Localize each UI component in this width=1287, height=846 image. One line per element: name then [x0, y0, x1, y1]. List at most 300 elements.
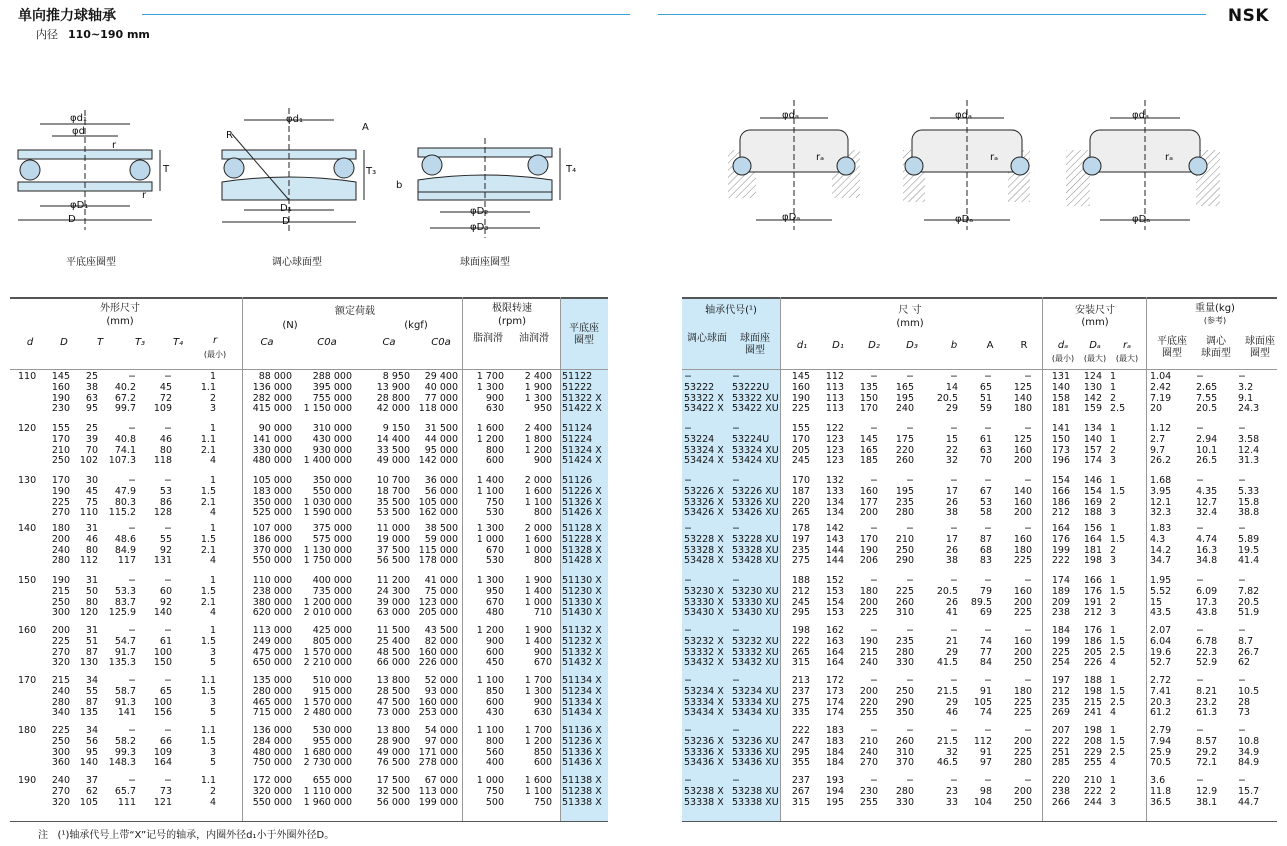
table-cell: 13 900	[376, 381, 410, 393]
table-cell: 51328 X	[562, 544, 602, 556]
table-cell: 189	[1051, 585, 1070, 597]
table-cell: 525 000	[252, 507, 292, 519]
table-cell: −	[684, 675, 692, 686]
table-cell: 53328 X	[684, 544, 724, 556]
table-cell: 200	[859, 596, 878, 608]
table-cell: 2.5	[1110, 646, 1126, 658]
table-cell: −	[1196, 423, 1204, 434]
table-cell: 184	[1051, 625, 1070, 636]
table-cell: 110 000	[252, 575, 292, 586]
table-cell: 480 000	[252, 746, 292, 758]
table-cell: −	[870, 475, 878, 486]
table-cell: 102	[79, 455, 98, 467]
label-b: b	[396, 180, 403, 191]
table-cell: 1 200	[524, 735, 552, 747]
table-cell: 61	[159, 635, 172, 647]
table-cell: 225	[1013, 607, 1032, 619]
table-cell: −	[950, 523, 958, 534]
table-cell: 4	[1110, 707, 1117, 719]
table-cell: −	[1238, 475, 1246, 486]
table-cell: 140	[153, 607, 172, 619]
table-cell: 198	[791, 625, 810, 636]
table-cell: −	[684, 523, 692, 534]
table-cell: 251	[1051, 746, 1070, 758]
bore-diameter: 120	[18, 423, 37, 434]
table-cell: 285	[1051, 757, 1070, 769]
table-cell: 51230 X	[562, 585, 602, 597]
table-cell: 74	[979, 635, 992, 647]
table-cell: 1.5	[200, 685, 216, 697]
table-cell: 83	[979, 555, 992, 567]
table-cell: −	[684, 423, 692, 434]
table-cell: −	[984, 675, 992, 686]
table-cell: 199	[1051, 635, 1070, 647]
table-cell: 330 000	[252, 444, 292, 456]
table-cell: 95	[85, 746, 98, 758]
table-cell: 190	[51, 575, 70, 586]
table-cell: 315	[791, 796, 810, 808]
table-cell: 10.8	[1238, 735, 1260, 747]
hdr-rdims-unit: (mm)	[896, 318, 924, 329]
table-cell: 930 000	[312, 444, 352, 456]
table-cell: 53430 X	[684, 607, 724, 619]
table-cell: 530 000	[312, 725, 352, 736]
table-cell: 145	[51, 371, 70, 382]
table-cell: 480	[485, 607, 504, 619]
table-cell: 113 000	[418, 785, 458, 797]
table-cell: 190	[51, 392, 70, 404]
table-cell: 350 000	[252, 496, 292, 508]
table-cell: 21	[945, 635, 958, 647]
table-cell: 135.3	[108, 657, 136, 669]
table-cell: 1.5	[1110, 735, 1126, 747]
table-cell: 21.5	[936, 735, 958, 747]
table-cell: 97	[979, 757, 992, 769]
aligning-diagram	[222, 108, 364, 232]
table-cell: 79	[979, 585, 992, 597]
table-cell: 181	[1083, 544, 1102, 556]
table-cell: 67	[979, 485, 992, 497]
table-cell: 120	[79, 607, 98, 619]
caption-flat-seat: 平底座圈型	[66, 257, 116, 268]
table-cell: 5.89	[1238, 533, 1260, 545]
table-cell: 51136 X	[562, 725, 602, 736]
table-cell: −	[128, 423, 136, 434]
table-cell: 215	[1083, 696, 1102, 708]
table-cell: 2	[1110, 496, 1117, 508]
table-cell: 16.3	[1196, 544, 1218, 556]
table-cell: 154	[1083, 485, 1102, 497]
page-title: 单向推力球轴承	[18, 8, 116, 24]
table-cell: 220	[859, 696, 878, 708]
table-cell: 1 900	[524, 625, 552, 636]
label-D1-b: D₁	[280, 203, 292, 214]
table-cell: 2.5	[1110, 746, 1126, 758]
table-cell: 33	[945, 796, 958, 808]
table-cell: −	[984, 523, 992, 534]
table-cell: 171 000	[418, 746, 458, 758]
flat-seat-diagram	[18, 110, 160, 230]
table-cell: −	[870, 725, 878, 736]
table-cell: 20.3	[1150, 696, 1172, 708]
table-cell: 53222	[684, 381, 715, 393]
table-cell: 1.1	[200, 775, 216, 786]
table-cell: 170	[859, 533, 878, 545]
table-cell: 235	[895, 496, 914, 508]
table-cell: 48.6	[114, 533, 136, 545]
table-cell: 320 000	[252, 785, 292, 797]
label-d1: φd₁	[70, 113, 87, 124]
table-cell: 37	[85, 775, 98, 786]
table-cell: 76 500	[376, 757, 410, 769]
right-vline-1	[780, 297, 781, 821]
table-cell: 280	[51, 696, 70, 708]
table-cell: 2.5	[1110, 403, 1126, 415]
table-cell: 530	[485, 555, 504, 567]
table-cell: 229	[1083, 746, 1102, 758]
table-cell: 56 500	[376, 555, 410, 567]
table-cell: 1	[209, 625, 216, 636]
table-cell: 950	[533, 403, 552, 415]
table-cell: 238 000	[252, 585, 292, 597]
table-cell: −	[870, 775, 878, 786]
table-cell: 1.5	[1110, 685, 1126, 697]
table-cell: −	[1196, 575, 1204, 586]
table-cell: 150	[859, 392, 878, 404]
table-cell: −	[1238, 675, 1246, 686]
table-cell: 107.3	[108, 455, 136, 467]
table-cell: 2	[209, 785, 216, 797]
table-cell: 133	[825, 485, 844, 497]
hdr-ra: rₐ	[1122, 340, 1132, 351]
table-cell: 53434 XU	[732, 707, 779, 719]
table-cell: 75	[85, 496, 98, 508]
table-cell: 1 600	[524, 533, 552, 545]
table-cell: 265	[791, 646, 810, 658]
table-cell: 32 500	[376, 785, 410, 797]
table-cell: 134	[1083, 423, 1102, 434]
table-cell: 241	[1083, 707, 1102, 719]
table-cell: 142 000	[418, 455, 458, 467]
table-cell: 1 150 000	[303, 403, 352, 415]
table-cell: 118 000	[418, 403, 458, 415]
table-cell: 2	[1110, 785, 1117, 797]
label-T: T	[163, 164, 170, 175]
table-cell: 240	[51, 544, 70, 556]
table-cell: 900	[533, 646, 552, 658]
table-cell: 86	[159, 496, 172, 508]
table-cell: 68	[979, 544, 992, 556]
label-Da-1: φDₐ	[782, 212, 801, 223]
table-cell: 53336 XU	[732, 746, 779, 758]
table-cell: −	[732, 675, 740, 686]
table-cell: 112	[79, 555, 98, 567]
bore-value: 110~190 mm	[68, 28, 150, 41]
table-cell: 107 000	[252, 523, 292, 534]
table-cell: 154	[825, 596, 844, 608]
table-cell: 3.58	[1238, 433, 1260, 445]
table-cell: 2	[209, 392, 216, 404]
table-cell: 270	[51, 646, 70, 658]
table-cell: 77	[979, 646, 992, 658]
table-cell: 169	[1083, 496, 1102, 508]
table-cell: 156	[153, 707, 172, 719]
hdr-load-n: (N)	[282, 320, 298, 331]
table-cell: 1.1	[200, 381, 216, 393]
hdr-b: b	[950, 340, 958, 351]
hdr-D3: D₃	[906, 340, 918, 351]
table-cell: 1.5	[1110, 485, 1126, 497]
table-cell: 51236 X	[562, 735, 602, 747]
table-cell: 141	[1051, 423, 1070, 434]
table-cell: 530	[485, 507, 504, 519]
hdr-weight-unit: (参考)	[1203, 316, 1227, 325]
table-cell: 160	[859, 485, 878, 497]
table-cell: 183	[825, 735, 844, 747]
right-vline-2	[1042, 297, 1043, 821]
table-cell: 15	[945, 433, 958, 445]
table-cell: 1.5	[200, 585, 216, 597]
table-cell: 51124	[562, 423, 593, 434]
table-cell: −	[1024, 575, 1032, 586]
table-cell: 2	[1110, 444, 1117, 456]
table-cell: 187	[791, 485, 810, 497]
table-cell: −	[684, 775, 692, 786]
table-cell: 1	[1110, 433, 1117, 445]
table-cell: 117	[117, 555, 136, 567]
table-cell: 1 750 000	[303, 555, 352, 567]
table-cell: 51228 X	[562, 533, 602, 545]
table-cell: 2.72	[1150, 675, 1172, 686]
table-cell: 150	[153, 657, 172, 669]
table-cell: 34.7	[1150, 555, 1172, 567]
table-cell: 155	[791, 423, 810, 434]
table-cell: 125	[1013, 433, 1032, 445]
table-cell: 238	[1051, 785, 1070, 797]
table-cell: 53230 X	[684, 585, 724, 597]
table-cell: 163	[825, 635, 844, 647]
hdr-flat2: 圈型	[574, 335, 594, 346]
hdr-oil: 油润滑	[519, 333, 549, 344]
table-cell: 26.5	[1196, 455, 1218, 467]
table-cell: 100	[153, 696, 172, 708]
table-cell: 46.5	[936, 757, 958, 769]
table-cell: 53228 X	[684, 533, 724, 545]
table-cell: −	[684, 725, 692, 736]
table-cell: 98	[979, 785, 992, 797]
table-cell: 1 130 000	[303, 544, 352, 556]
label-D1: φD₁	[70, 200, 89, 211]
table-cell: 1.04	[1150, 371, 1172, 382]
table-cell: 1.5	[200, 533, 216, 545]
table-cell: −	[164, 475, 172, 486]
table-cell: 164	[825, 657, 844, 669]
hdr-dims: 外形尺寸	[100, 303, 140, 314]
table-cell: −	[164, 371, 172, 382]
table-cell: 330	[895, 657, 914, 669]
table-cell: 63	[979, 444, 992, 456]
table-cell: −	[1238, 371, 1246, 382]
table-cell: 1	[1110, 423, 1117, 434]
table-cell: 1 680 000	[303, 746, 352, 758]
table-cell: 170	[791, 433, 810, 445]
table-cell: 245	[791, 596, 810, 608]
table-cell: 53328 XU	[732, 544, 779, 556]
table-cell: 160	[1013, 635, 1032, 647]
table-cell: 1 100	[476, 485, 504, 497]
table-cell: 128	[153, 507, 172, 519]
table-cell: 195	[825, 796, 844, 808]
table-cell: 9 150	[382, 423, 410, 434]
table-cell: 164	[1051, 523, 1070, 534]
table-cell: −	[984, 725, 992, 736]
table-cell: 210	[895, 533, 914, 545]
table-cell: 44 000	[424, 433, 458, 445]
table-cell: −	[906, 725, 914, 736]
table-cell: 2	[1110, 392, 1117, 404]
table-cell: 53330 X	[684, 596, 724, 608]
table-cell: −	[128, 475, 136, 486]
table-cell: 207	[1051, 725, 1070, 736]
table-cell: 150	[1051, 433, 1070, 445]
bore-diameter: 180	[18, 725, 37, 736]
table-cell: 5.52	[1150, 585, 1172, 597]
table-cell: 1 100	[524, 785, 552, 797]
table-cell: 210	[51, 444, 70, 456]
brand-logo: NSK	[1227, 6, 1269, 26]
table-cell: 1	[1110, 675, 1117, 686]
table-cell: 284 000	[252, 735, 292, 747]
table-cell: 82 000	[424, 635, 458, 647]
table-cell: 38	[945, 555, 958, 567]
table-cell: 53424 XU	[732, 455, 779, 467]
table-cell: 31 500	[424, 423, 458, 434]
hdr-T3: T₃	[134, 337, 146, 348]
table-cell: 11 000	[376, 523, 410, 534]
table-cell: 135	[79, 707, 98, 719]
hdr-Da: Dₐ	[1089, 340, 1101, 351]
table-cell: 10.1	[1196, 444, 1218, 456]
table-cell: 1 000	[524, 596, 552, 608]
table-cell: 125	[1013, 381, 1032, 393]
table-cell: 2 000	[524, 475, 552, 486]
table-cell: 136 000	[252, 725, 292, 736]
table-cell: 92	[159, 596, 172, 608]
table-cell: 225	[895, 585, 914, 597]
table-cell: 160 000	[418, 646, 458, 658]
table-cell: 40 000	[424, 381, 458, 393]
table-cell: 105	[79, 796, 98, 808]
table-cell: 250	[895, 685, 914, 697]
table-cell: 143	[825, 533, 844, 545]
table-cell: 1 570 000	[303, 696, 352, 708]
table-cell: 850	[533, 746, 552, 758]
table-cell: 290	[895, 555, 914, 567]
table-cell: 95 000	[424, 444, 458, 456]
table-cell: 130	[79, 657, 98, 669]
hdr-Da-max: (最大)	[1083, 354, 1107, 363]
table-cell: 197	[1051, 675, 1070, 686]
table-cell: 1.83	[1150, 523, 1172, 534]
bore-diameter: 130	[18, 475, 37, 486]
table-cell: 3.2	[1238, 381, 1254, 393]
table-cell: 7.41	[1150, 685, 1172, 697]
table-cell: 235	[1051, 696, 1070, 708]
table-cell: 51128 X	[562, 523, 602, 534]
table-cell: 53236 XU	[732, 735, 779, 747]
table-cell: 160 000	[418, 696, 458, 708]
table-cell: 260	[895, 596, 914, 608]
table-cell: 63 000	[376, 607, 410, 619]
table-cell: 34.8	[1196, 555, 1218, 567]
table-cell: 176	[1083, 625, 1102, 636]
table-cell: 23	[945, 785, 958, 797]
table-cell: −	[732, 523, 740, 534]
table-cell: 73	[159, 785, 172, 797]
table-cell: 750	[533, 796, 552, 808]
table-cell: 12.9	[1196, 785, 1218, 797]
table-cell: 1 700	[476, 371, 504, 382]
table-cell: 295	[791, 607, 810, 619]
table-cell: 7.82	[1238, 585, 1260, 597]
table-cell: 380 000	[252, 596, 292, 608]
table-cell: 1 400	[476, 475, 504, 486]
table-cell: 310 000	[312, 423, 352, 434]
table-cell: 670	[485, 596, 504, 608]
table-cell: 1.68	[1150, 475, 1172, 486]
table-cell: 174	[825, 707, 844, 719]
table-cell: 1 300	[476, 575, 504, 586]
table-cell: 109	[153, 746, 172, 758]
table-cell: 1	[1110, 475, 1117, 486]
table-cell: 1 300	[476, 381, 504, 393]
table-cell: 205	[1083, 646, 1102, 658]
table-cell: 195	[895, 485, 914, 497]
table-cell: −	[128, 725, 136, 736]
table-cell: 34.9	[1238, 746, 1260, 758]
table-cell: 400	[485, 757, 504, 769]
table-cell: 77 000	[424, 392, 458, 404]
table-cell: 131	[153, 555, 172, 567]
table-cell: 36 000	[424, 475, 458, 486]
table-cell: −	[1024, 371, 1032, 382]
table-cell: 209	[1051, 596, 1070, 608]
table-cell: 265	[791, 507, 810, 519]
table-cell: 156	[1083, 523, 1102, 534]
table-cell: 480 000	[252, 455, 292, 467]
table-cell: 12.1	[1150, 496, 1172, 508]
table-cell: 160	[1013, 533, 1032, 545]
table-cell: 20.5	[1238, 596, 1260, 608]
table-cell: 185	[859, 455, 878, 467]
table-cell: 113	[825, 381, 844, 393]
table-cell: 45	[159, 381, 172, 393]
table-cell: 282 000	[252, 392, 292, 404]
table-cell: 39	[85, 433, 98, 445]
label-ra-2: rₐ	[990, 152, 999, 163]
table-cell: 141 000	[252, 433, 292, 445]
table-cell: −	[870, 371, 878, 382]
table-cell: 250	[1013, 796, 1032, 808]
table-cell: −	[1196, 625, 1204, 636]
table-cell: 56	[85, 735, 98, 747]
table-cell: 250	[51, 596, 70, 608]
hdr-C0a-kgf: C0a	[431, 337, 451, 348]
bore-diameter: 170	[18, 675, 37, 686]
table-cell: 225	[51, 496, 70, 508]
table-cell: 113	[825, 392, 844, 404]
table-cell: 53334 X	[684, 696, 724, 708]
